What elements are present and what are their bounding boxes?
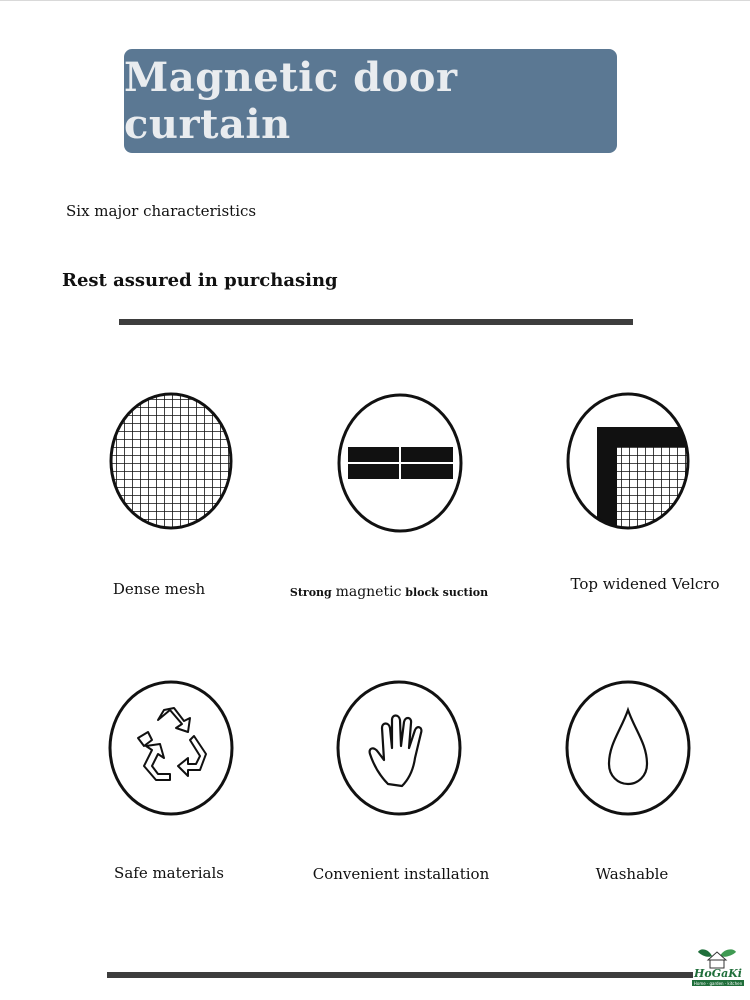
recycle-icon [108, 680, 234, 820]
feature-label-velcro: Top widened Velcro [570, 575, 720, 593]
velcro-mesh-icon [565, 391, 691, 531]
divider-top [119, 319, 633, 325]
feature-label-installation: Convenient installation [312, 865, 490, 883]
brand-logo [690, 944, 746, 988]
feature-label-magnetic: Strong magnetic block suction [289, 584, 489, 600]
page-title: Magnetic door curtain [124, 54, 458, 148]
title-banner [124, 49, 617, 153]
section-heading: Rest assured in purchasing [62, 270, 338, 291]
feature-label-safe: Safe materials [114, 864, 224, 882]
hand-icon [336, 680, 462, 820]
subtitle: Six major characteristics [66, 202, 257, 220]
feature-label-dense-mesh: Dense mesh [112, 580, 206, 598]
dense-mesh-icon [108, 391, 234, 531]
magnet-block-icon [337, 393, 463, 533]
top-border-line [0, 0, 750, 1]
svg-text:Home · garden · kitchen: Home · garden · kitchen [693, 981, 743, 986]
water-drop-icon [565, 680, 691, 820]
svg-text:HoGaKi: HoGaKi [694, 967, 742, 980]
feature-label-washable: Washable [595, 865, 669, 883]
divider-bottom [107, 972, 693, 978]
